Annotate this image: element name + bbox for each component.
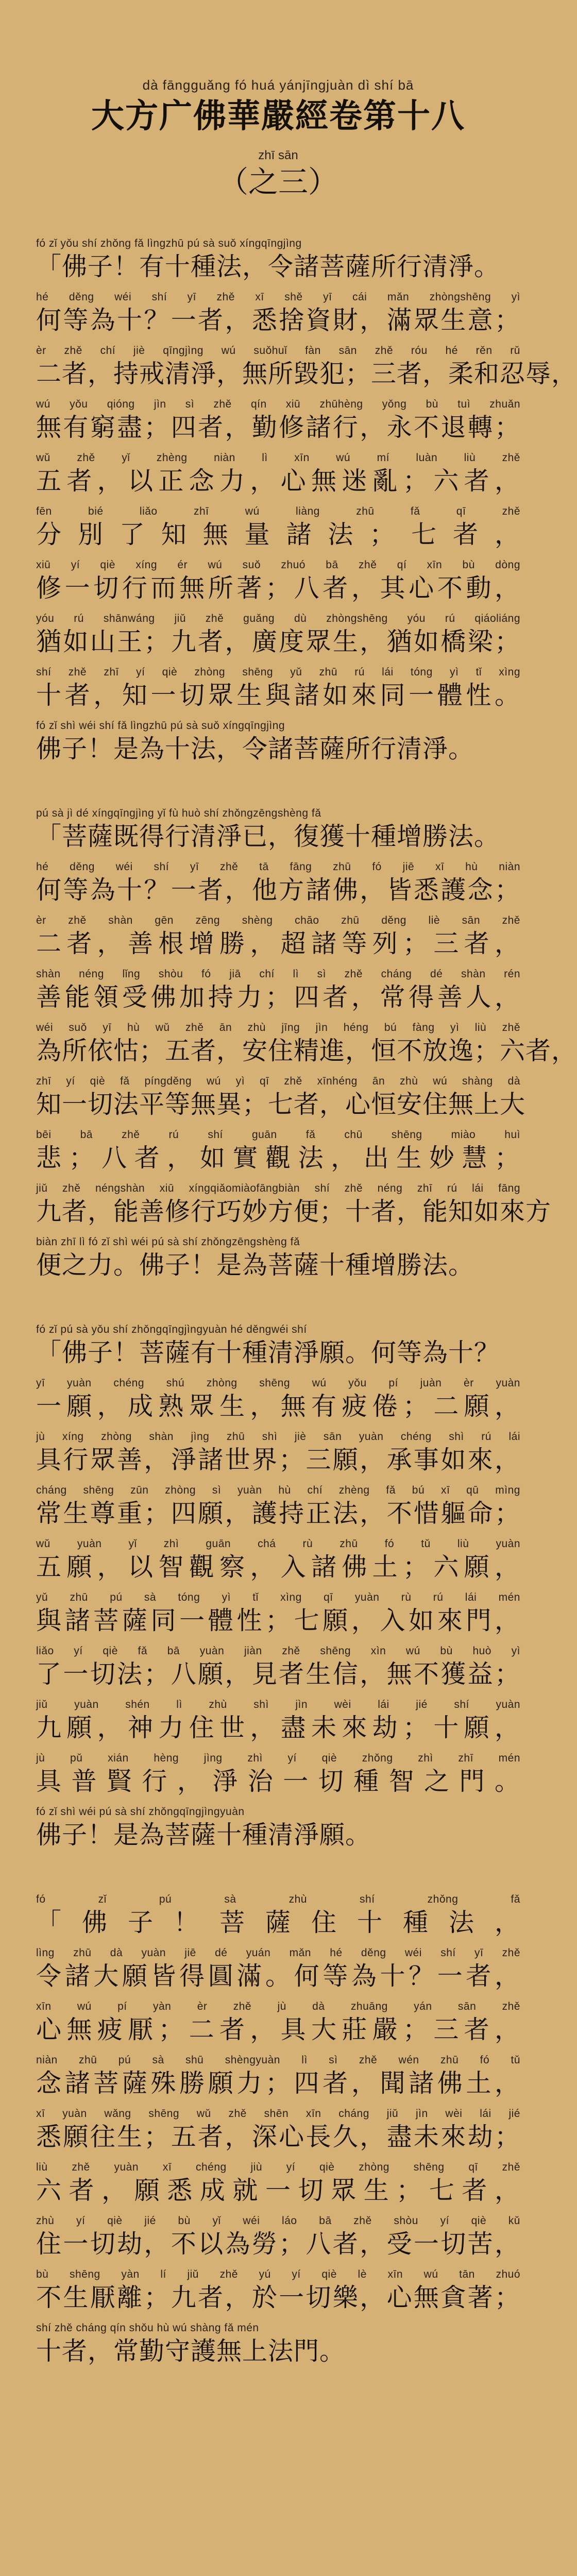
verse-pinyin: biàn zhī lì fó zǐ shì wéi pú sà shí zhǒngzēngshèng fǎ — [36, 1236, 300, 1248]
verse-text: 何等為十？一者，悉捨資財，滿眾生意； — [36, 306, 520, 335]
scripture-title: 大方广佛華嚴經卷第十八 — [91, 97, 465, 135]
verse-line — [36, 2000, 520, 2046]
verse-line — [36, 1377, 520, 1423]
verse-line — [36, 968, 520, 1014]
verse-line — [36, 291, 520, 337]
verse-text: 知一切法平等無異；七者，心恒安住無上大 — [36, 1090, 526, 1119]
verse-text: 九者，能善修行巧妙方便；十者，能知如來方 — [36, 1197, 552, 1226]
verse-text: 悉願往生；五者，深心長久，盡未來劫； — [36, 2122, 520, 2151]
verse-text: 何等為十？一者，他方諸佛，皆悉護念； — [36, 875, 520, 905]
verse-pinyin: zhù yí qiè jié bù yǐ wéi láo bā zhě shòu yí qiè kǔ — [36, 2215, 520, 2227]
verse-pinyin: fó zǐ yǒu shí zhǒng fǎ lìngzhū pú sà suǒ xíngqīngjìng — [36, 238, 302, 249]
verse-text: 「菩薩既得行清淨已，復獲十種增勝法。 — [36, 822, 500, 851]
scripture-section — [36, 807, 577, 1282]
scripture-section — [36, 1893, 520, 2368]
verse-pinyin: wǔ yuàn yǐ zhì guān chá rù zhū fó tǔ liù yuàn — [36, 1538, 520, 1550]
verse-line — [36, 1182, 552, 1228]
verse-pinyin: wéi suǒ yī hù wǔ zhě ān zhù jīng jìn héng bú fàng yì liù zhě — [36, 1022, 520, 1033]
verse-pinyin: xīn wú pí yàn èr zhě jù dà zhuāng yán sān zhě — [36, 2001, 520, 2012]
verse-line — [36, 1805, 520, 1852]
verse-line — [36, 1021, 577, 1067]
verse-text: 五願，以智觀察，入諸佛土；六願， — [36, 1552, 520, 1582]
verse-text: 「佛子！菩薩有十種清淨願。何等為十？ — [36, 1338, 500, 1367]
verse-text: 九願，神力住世，盡未來劫；十願， — [36, 1713, 520, 1742]
verse-line — [36, 558, 520, 605]
verse-pinyin: xī yuàn wǎng shēng wǔ zhě shēn xīn cháng jiǔ jìn wèi lái jié — [36, 2108, 520, 2120]
verse-pinyin: shí zhě cháng qín shǒu hù wú shàng fǎ mén — [36, 2322, 259, 2334]
verse-line — [36, 451, 520, 498]
scripture-section — [36, 1323, 520, 1852]
verse-line — [36, 860, 520, 907]
verse-line — [36, 1537, 520, 1584]
verse-pinyin: wú yǒu qióng jìn sì zhě qín xiū zhūhèng yǒng bù tuì zhuǎn — [36, 398, 520, 410]
verse-line — [36, 1752, 520, 1798]
verse-text: 具行眾善，淨諸世界；三願，承事如來， — [36, 1445, 520, 1475]
verse-line — [36, 1430, 520, 1477]
verse-line — [36, 1484, 520, 1530]
verse-pinyin: bēi bā zhě rú shí guān fǎ chū shēng miào huì — [36, 1129, 520, 1141]
scripture-body — [36, 237, 577, 2368]
verse-line — [36, 666, 520, 712]
verse-pinyin: jiǔ zhě néngshàn xiū xíngqiǎomiàofāngbiàn shí zhě néng zhī rú lái fāng — [36, 1182, 520, 1194]
verse-pinyin: jiǔ yuàn shén lì zhù shì jìn wèi lái jié shí yuàn — [36, 1699, 520, 1710]
verse-pinyin: fó zǐ pú sà yǒu shí zhǒngqīngjìngyuàn hé děngwéi shí — [36, 1324, 307, 1335]
verse-text: 住一切劫，不以為勞；八者，受一切苦， — [36, 2229, 520, 2259]
verse-line — [36, 2107, 520, 2154]
verse-text: 一願，成熟眾生，無有疲倦；二願， — [36, 1392, 520, 1421]
subtitle-pinyin: zhī sān — [258, 148, 298, 162]
verse-pinyin: bù shēng yàn lí jiǔ zhě yú yí qiè lè xīn wú tān zhuó — [36, 2268, 520, 2280]
verse-pinyin: jù pǔ xián hèng jìng zhì yí qiè zhǒng zhì zhī mén — [36, 1752, 520, 1764]
verse-line — [36, 1075, 526, 1121]
verse-text: 善能領受佛加持力；四者，常得善人， — [36, 982, 520, 1012]
verse-text: 修一切行而無所著；八者，其心不動， — [36, 573, 520, 603]
verse-pinyin: xiū yí qiè xíng ér wú suǒ zhuó bā zhě qí xīn bù dòng — [36, 559, 520, 571]
verse-pinyin: fó zǐ pú sà zhù shí zhǒng fǎ — [36, 1893, 520, 1905]
verse-line — [36, 612, 520, 658]
verse-pinyin: èr zhě shàn gēn zēng shèng chāo zhū děng liè sān zhě — [36, 914, 520, 926]
verse-pinyin: hé děng wéi shí yī zhě xī shě yī cái mǎn zhòngshēng yì — [36, 291, 520, 303]
verse-text: 不生厭離；九者，於一切樂，心無貪著； — [36, 2283, 520, 2312]
verse-pinyin: yóu rú shānwáng jiǔ zhě guǎng dù zhòngshēng yóu rú qiáoliáng — [36, 613, 520, 624]
verse-text: 五者，以正念力，心無迷亂；六者， — [36, 466, 520, 496]
verse-line — [36, 1591, 520, 1637]
verse-line — [36, 237, 520, 283]
verse-text: 與諸菩薩同一體性；七願，入如來門， — [36, 1606, 520, 1635]
verse-pinyin: yī yuàn chéng shú zhòng shēng wú yǒu pí juàn èr yuàn — [36, 1377, 520, 1389]
verse-line — [36, 807, 520, 853]
verse-line — [36, 344, 577, 391]
verse-text: 二者，持戒清淨，無所毀犯；三者，柔和忍辱， — [36, 359, 577, 388]
verse-pinyin: shàn néng lǐng shòu fó jiā chí lì sì zhě cháng dé shàn rén — [36, 968, 520, 980]
verse-line — [36, 2321, 520, 2368]
verse-text: 心無疲厭；二者，具大莊嚴；三者， — [36, 2015, 520, 2044]
verse-text: 常生尊重；四願，護持正法，不惜軀命； — [36, 1499, 520, 1528]
verse-text: 佛子！是為菩薩十種清淨願。 — [36, 1820, 371, 1850]
verse-text: 無有窮盡；四者，勤修諸行，永不退轉； — [36, 413, 520, 442]
verse-text: 二者，善根增勝，超諸等列；三者， — [36, 929, 520, 958]
verse-text: 「佛子！有十種法，令諸菩薩所行清淨。 — [36, 252, 500, 281]
verse-pinyin: niàn zhū pú sà shū shèngyuàn lì sì zhě wén zhū fó tǔ — [36, 2054, 520, 2066]
verse-pinyin: fó zǐ shì wéi pú sà shí zhǒngqīngjìngyuàn — [36, 1806, 245, 1818]
verse-line — [36, 719, 520, 766]
verse-line — [36, 1645, 520, 1691]
verse-line — [36, 914, 520, 960]
verse-pinyin: wǔ zhě yǐ zhèng niàn lì xīn wú mí luàn liù zhě — [36, 452, 520, 464]
verse-pinyin: cháng shēng zūn zhòng sì yuàn hù chí zhèng fǎ bú xī qū mìng — [36, 1484, 520, 1496]
verse-line — [36, 2161, 520, 2207]
verse-pinyin: lìng zhū dà yuàn jiē dé yuán mǎn hé děng wéi shí yī zhě — [36, 1947, 520, 1959]
verse-pinyin: jù xíng zhòng shàn jìng zhū shì jiè sān yuàn chéng shì rú lái — [36, 1431, 520, 1443]
title-pinyin: dà fāngguǎng fó huá yánjīngjuàn dì shí bā — [142, 77, 414, 93]
verse-line — [36, 2054, 520, 2100]
verse-text: 分別了知無量諸法；七者， — [36, 520, 520, 549]
verse-pinyin: fó zǐ shì wéi shí fǎ lìngzhū pú sà suǒ xíngqīngjìng — [36, 720, 285, 732]
verse-pinyin: shí zhě zhī yí qiè zhòng shēng yǔ zhū rú lái tóng yì tǐ xìng — [36, 666, 520, 678]
verse-pinyin: èr zhě chí jiè qīngjìng wú suǒhuǐ fàn sān zhě róu hé rěn rǔ — [36, 345, 520, 357]
verse-text: 「佛子！菩薩住十種法， — [36, 1908, 520, 1937]
verse-pinyin: pú sà jì dé xíngqīngjìng yǐ fù huò shí zhǒngzēngshèng fǎ — [36, 807, 321, 819]
verse-line — [36, 1323, 520, 1369]
verse-line — [36, 1946, 520, 1993]
verse-line — [36, 1128, 520, 1175]
verse-text: 十者，常勤守護無上法門。 — [36, 2336, 346, 2366]
verse-line — [36, 2268, 520, 2314]
verse-text: 猶如山王；九者，廣度眾生，猶如橋梁； — [36, 627, 520, 656]
verse-text: 佛子！是為十法，令諸菩薩所行清淨。 — [36, 734, 474, 764]
verse-text: 令諸大願皆得圓滿。何等為十？一者， — [36, 1961, 520, 1991]
verse-text: 具普賢行，淨治一切種智之門。 — [36, 1767, 520, 1796]
verse-pinyin: yǔ zhū pú sà tóng yì tǐ xìng qī yuàn rù rú lái mén — [36, 1591, 520, 1603]
verse-pinyin: liù zhě yuàn xī chéng jiù yí qiè zhòng shēng qī zhě — [36, 2161, 520, 2173]
scripture-section — [36, 237, 577, 766]
verse-line — [36, 505, 520, 551]
verse-pinyin: fēn bié liǎo zhī wú liàng zhū fǎ qī zhě — [36, 505, 520, 517]
verse-text: 十者，知一切眾生與諸如來同一體性。 — [36, 681, 520, 710]
verse-text: 六者，願悉成就一切眾生；七者， — [36, 2176, 520, 2205]
verse-text: 悲；八者，如實觀法，出生妙慧； — [36, 1143, 520, 1173]
verse-pinyin: zhī yí qiè fǎ píngděng wú yì qī zhě xīnhéng ān zhù wú shàng dà — [36, 1075, 520, 1087]
verse-line — [36, 1698, 520, 1744]
verse-text: 念諸菩薩殊勝願力；四者，聞諸佛土， — [36, 2069, 520, 2098]
scripture-subtitle: （之三） — [218, 164, 338, 199]
verse-text: 便之力。佛子！是為菩薩十種增勝法。 — [36, 1250, 474, 1280]
verse-text: 了一切法；八願，見者生信，無不獲益； — [36, 1659, 520, 1689]
verse-line — [36, 1893, 520, 1939]
verse-line — [36, 1235, 520, 1282]
verse-text: 為所依怙；五者，安住精進，恒不放逸；六者， — [36, 1036, 577, 1065]
header — [36, 0, 520, 201]
verse-line — [36, 2214, 520, 2261]
verse-pinyin: hé děng wéi shí yī zhě tā fāng zhū fó jiē xī hù niàn — [36, 861, 520, 873]
verse-line — [36, 398, 520, 444]
verse-pinyin: liǎo yí qiè fǎ bā yuàn jiàn zhě shēng xìn wú bù huò yì — [36, 1645, 520, 1657]
